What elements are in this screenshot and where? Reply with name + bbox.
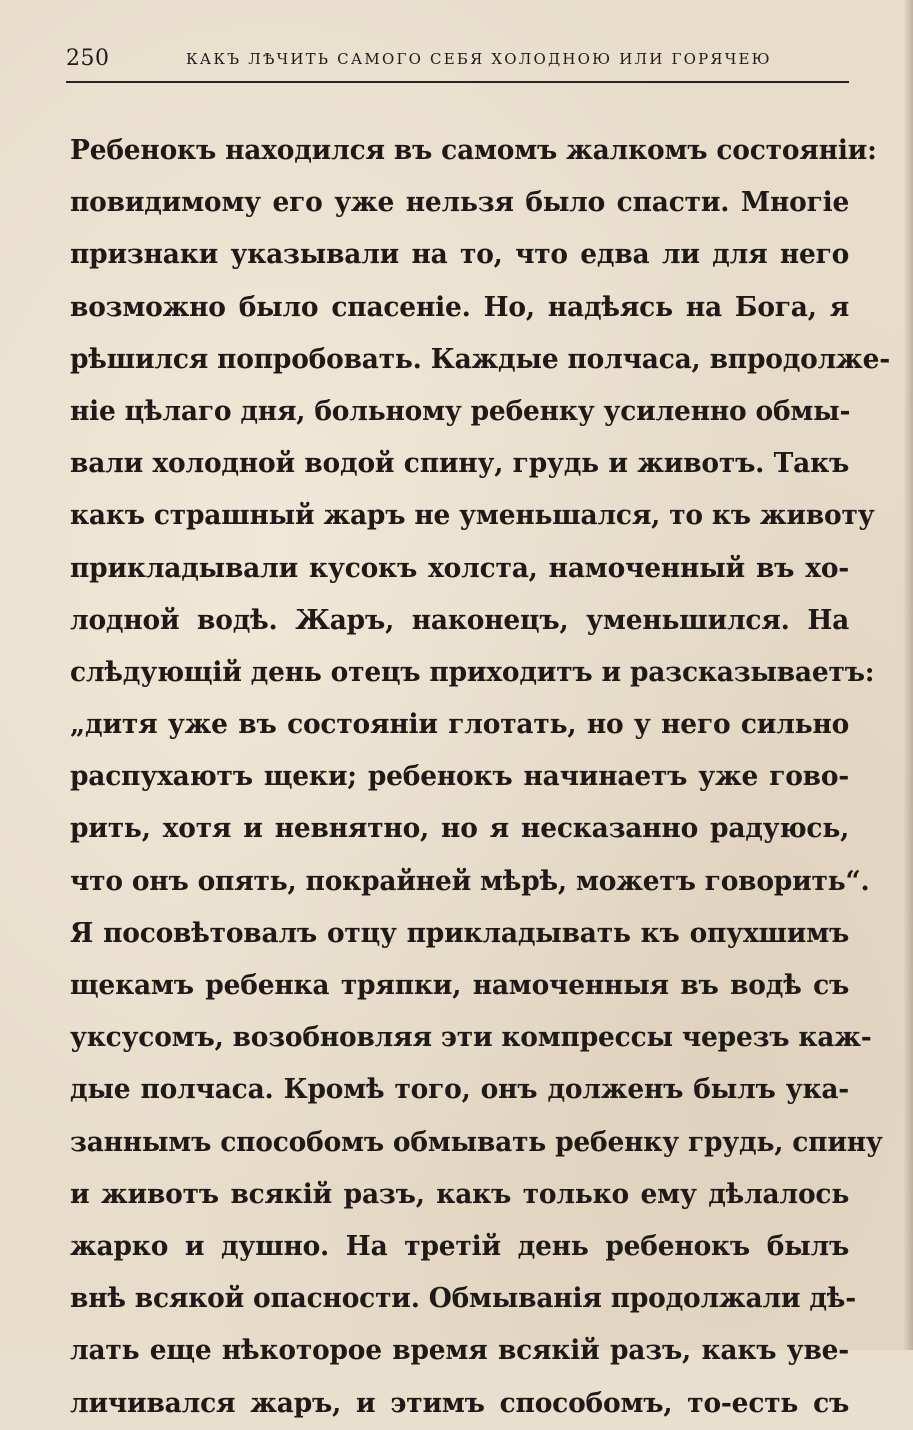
text-line: какъ страшный жаръ не уменьшался, то къ животу	[70, 500, 875, 532]
text-line: личивался жаръ, и этимъ способомъ, то-есть съ	[70, 1387, 850, 1419]
text-line: рить, хотя и невнятно, но я несказанно радуюсь,	[70, 813, 850, 845]
text-line: лать еще нѣкоторое время всякій разъ, какъ уве-	[70, 1335, 850, 1367]
text-line: вали холодной водой спину, грудь и животъ. Такъ	[70, 448, 850, 480]
text-line: и животъ всякій разъ, какъ только ему дѣлалось	[70, 1178, 850, 1210]
text-line: Ребенокъ находился въ самомъ жалкомъ состояніи:	[70, 135, 877, 166]
page-header	[66, 46, 851, 76]
header-rule	[66, 81, 849, 83]
text-line: ніе цѣлаго дня, больному ребенку усиленно обмы-	[70, 395, 851, 427]
text-line: рѣшился попробовать. Каждые полчаса, впродолже-	[70, 343, 891, 375]
text-line: что онъ опять, покрайней мѣрѣ, можетъ говорить“.	[70, 865, 870, 897]
body-text	[70, 125, 891, 1430]
page-edge-shadow	[903, 0, 913, 1350]
text-line: прикладывали кусокъ холста, намоченный въ хо-	[70, 552, 850, 584]
text-line: лодной водѣ. Жаръ, наконецъ, уменьшился. На	[70, 604, 850, 636]
page-number: 250	[66, 46, 110, 71]
text-line: слѣдующій день отецъ приходитъ и разсказываетъ:	[70, 656, 875, 688]
text-line: внѣ всякой опасности. Обмыванія продолжали дѣ-	[70, 1283, 856, 1315]
text-line: „дитя уже въ состояніи глотать, но у него сильно	[70, 709, 850, 741]
text-line: дые полчаса. Кромѣ того, онъ долженъ былъ ука-	[70, 1074, 850, 1106]
text-line: возможно было спасеніе. Но, надѣясь на Бога, я	[70, 291, 850, 323]
text-line: заннымъ способомъ обмывать ребенку грудь, спину	[70, 1126, 883, 1158]
text-line: Я посовѣтовалъ отцу прикладывать къ опухшимъ	[70, 917, 850, 949]
text-line: распухаютъ щеки; ребенокъ начинаетъ уже гово-	[70, 761, 850, 793]
text-line: повидимому его уже нельзя было спасти. Многіе	[70, 187, 850, 219]
running-title: КАКЪ ЛѢЧИТЬ САМОГО СЕБЯ ХОЛОДНОЮ ИЛИ ГОРЯЧЕЮ	[186, 50, 772, 68]
text-line: признаки указывали на то, что едва ли для него	[70, 239, 850, 271]
text-line: жарко и душно. На третій день ребенокъ былъ	[70, 1230, 850, 1262]
text-line: щекамъ ребенка тряпки, намоченныя въ водѣ съ	[70, 970, 850, 1001]
text-line: уксусомъ, возобновляя эти компрессы черезъ каж-	[70, 1022, 872, 1054]
